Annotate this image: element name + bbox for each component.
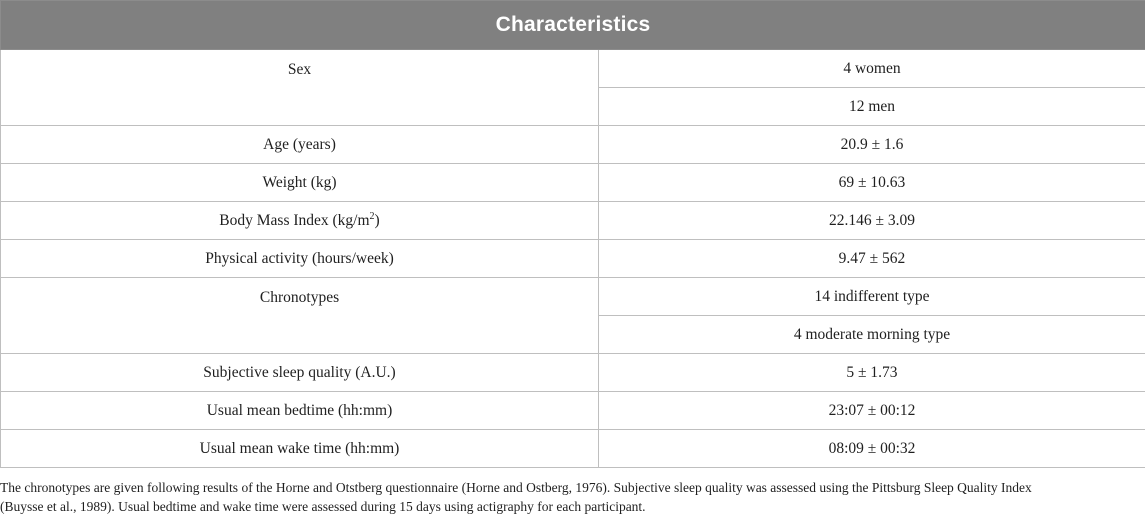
bmi-label-superscript: 2 bbox=[369, 210, 375, 222]
activity-label: Physical activity (hours/week) bbox=[1, 240, 599, 278]
bedtime-label: Usual mean bedtime (hh:mm) bbox=[1, 392, 599, 430]
bedtime-value: 23:07 ± 00:12 bbox=[599, 392, 1145, 430]
table-row-chronotypes bbox=[1, 278, 1145, 316]
age-value: 20.9 ± 1.6 bbox=[599, 126, 1145, 164]
chronotype-value-morning: 4 moderate morning type bbox=[599, 316, 1145, 354]
activity-value: 9.47 ± 562 bbox=[599, 240, 1145, 278]
bmi-label bbox=[1, 202, 599, 240]
table-footnote bbox=[0, 479, 1140, 516]
table-row-sleep-quality bbox=[1, 354, 1145, 392]
table-row-sex bbox=[1, 50, 1145, 88]
bmi-value: 22.146 ± 3.09 bbox=[599, 202, 1145, 240]
wake-label: Usual mean wake time (hh:mm) bbox=[1, 430, 599, 468]
table-header-title: Characteristics bbox=[1, 1, 1145, 50]
sex-label: Sex bbox=[1, 50, 599, 126]
sex-value-women: 4 women bbox=[599, 50, 1145, 88]
age-label: Age (years) bbox=[1, 126, 599, 164]
footnote-line-2: (Buysse et al., 1989). Usual bedtime and wake time were assessed during 15 days using actigraphy for each participant. bbox=[0, 498, 646, 514]
table-row-bmi bbox=[1, 202, 1145, 240]
sex-value-men: 12 men bbox=[599, 88, 1145, 126]
sleep-quality-value: 5 ± 1.73 bbox=[599, 354, 1145, 392]
table-row-bedtime bbox=[1, 392, 1145, 430]
chronotype-value-indifferent: 14 indifferent type bbox=[599, 278, 1145, 316]
footnote-line-1: The chronotypes are given following results of the Horne and Otstberg questionnaire (Horne and Ostberg, 1976). Subjective sleep quality was assessed using the Pittsburg Sleep Quality Index bbox=[0, 480, 1032, 495]
bmi-label-main: Body Mass Index (kg/m bbox=[219, 211, 370, 229]
table-row-weight bbox=[1, 164, 1145, 202]
table-row-wake bbox=[1, 430, 1145, 468]
table-header-row bbox=[1, 1, 1145, 50]
bmi-label-end: ) bbox=[374, 211, 380, 229]
table-row-age bbox=[1, 126, 1145, 164]
weight-label: Weight (kg) bbox=[1, 164, 599, 202]
sleep-quality-label: Subjective sleep quality (A.U.) bbox=[1, 354, 599, 392]
wake-value: 08:09 ± 00:32 bbox=[599, 430, 1145, 468]
table-row-activity bbox=[1, 240, 1145, 278]
weight-value: 69 ± 10.63 bbox=[599, 164, 1145, 202]
chronotypes-label: Chronotypes bbox=[1, 278, 599, 354]
